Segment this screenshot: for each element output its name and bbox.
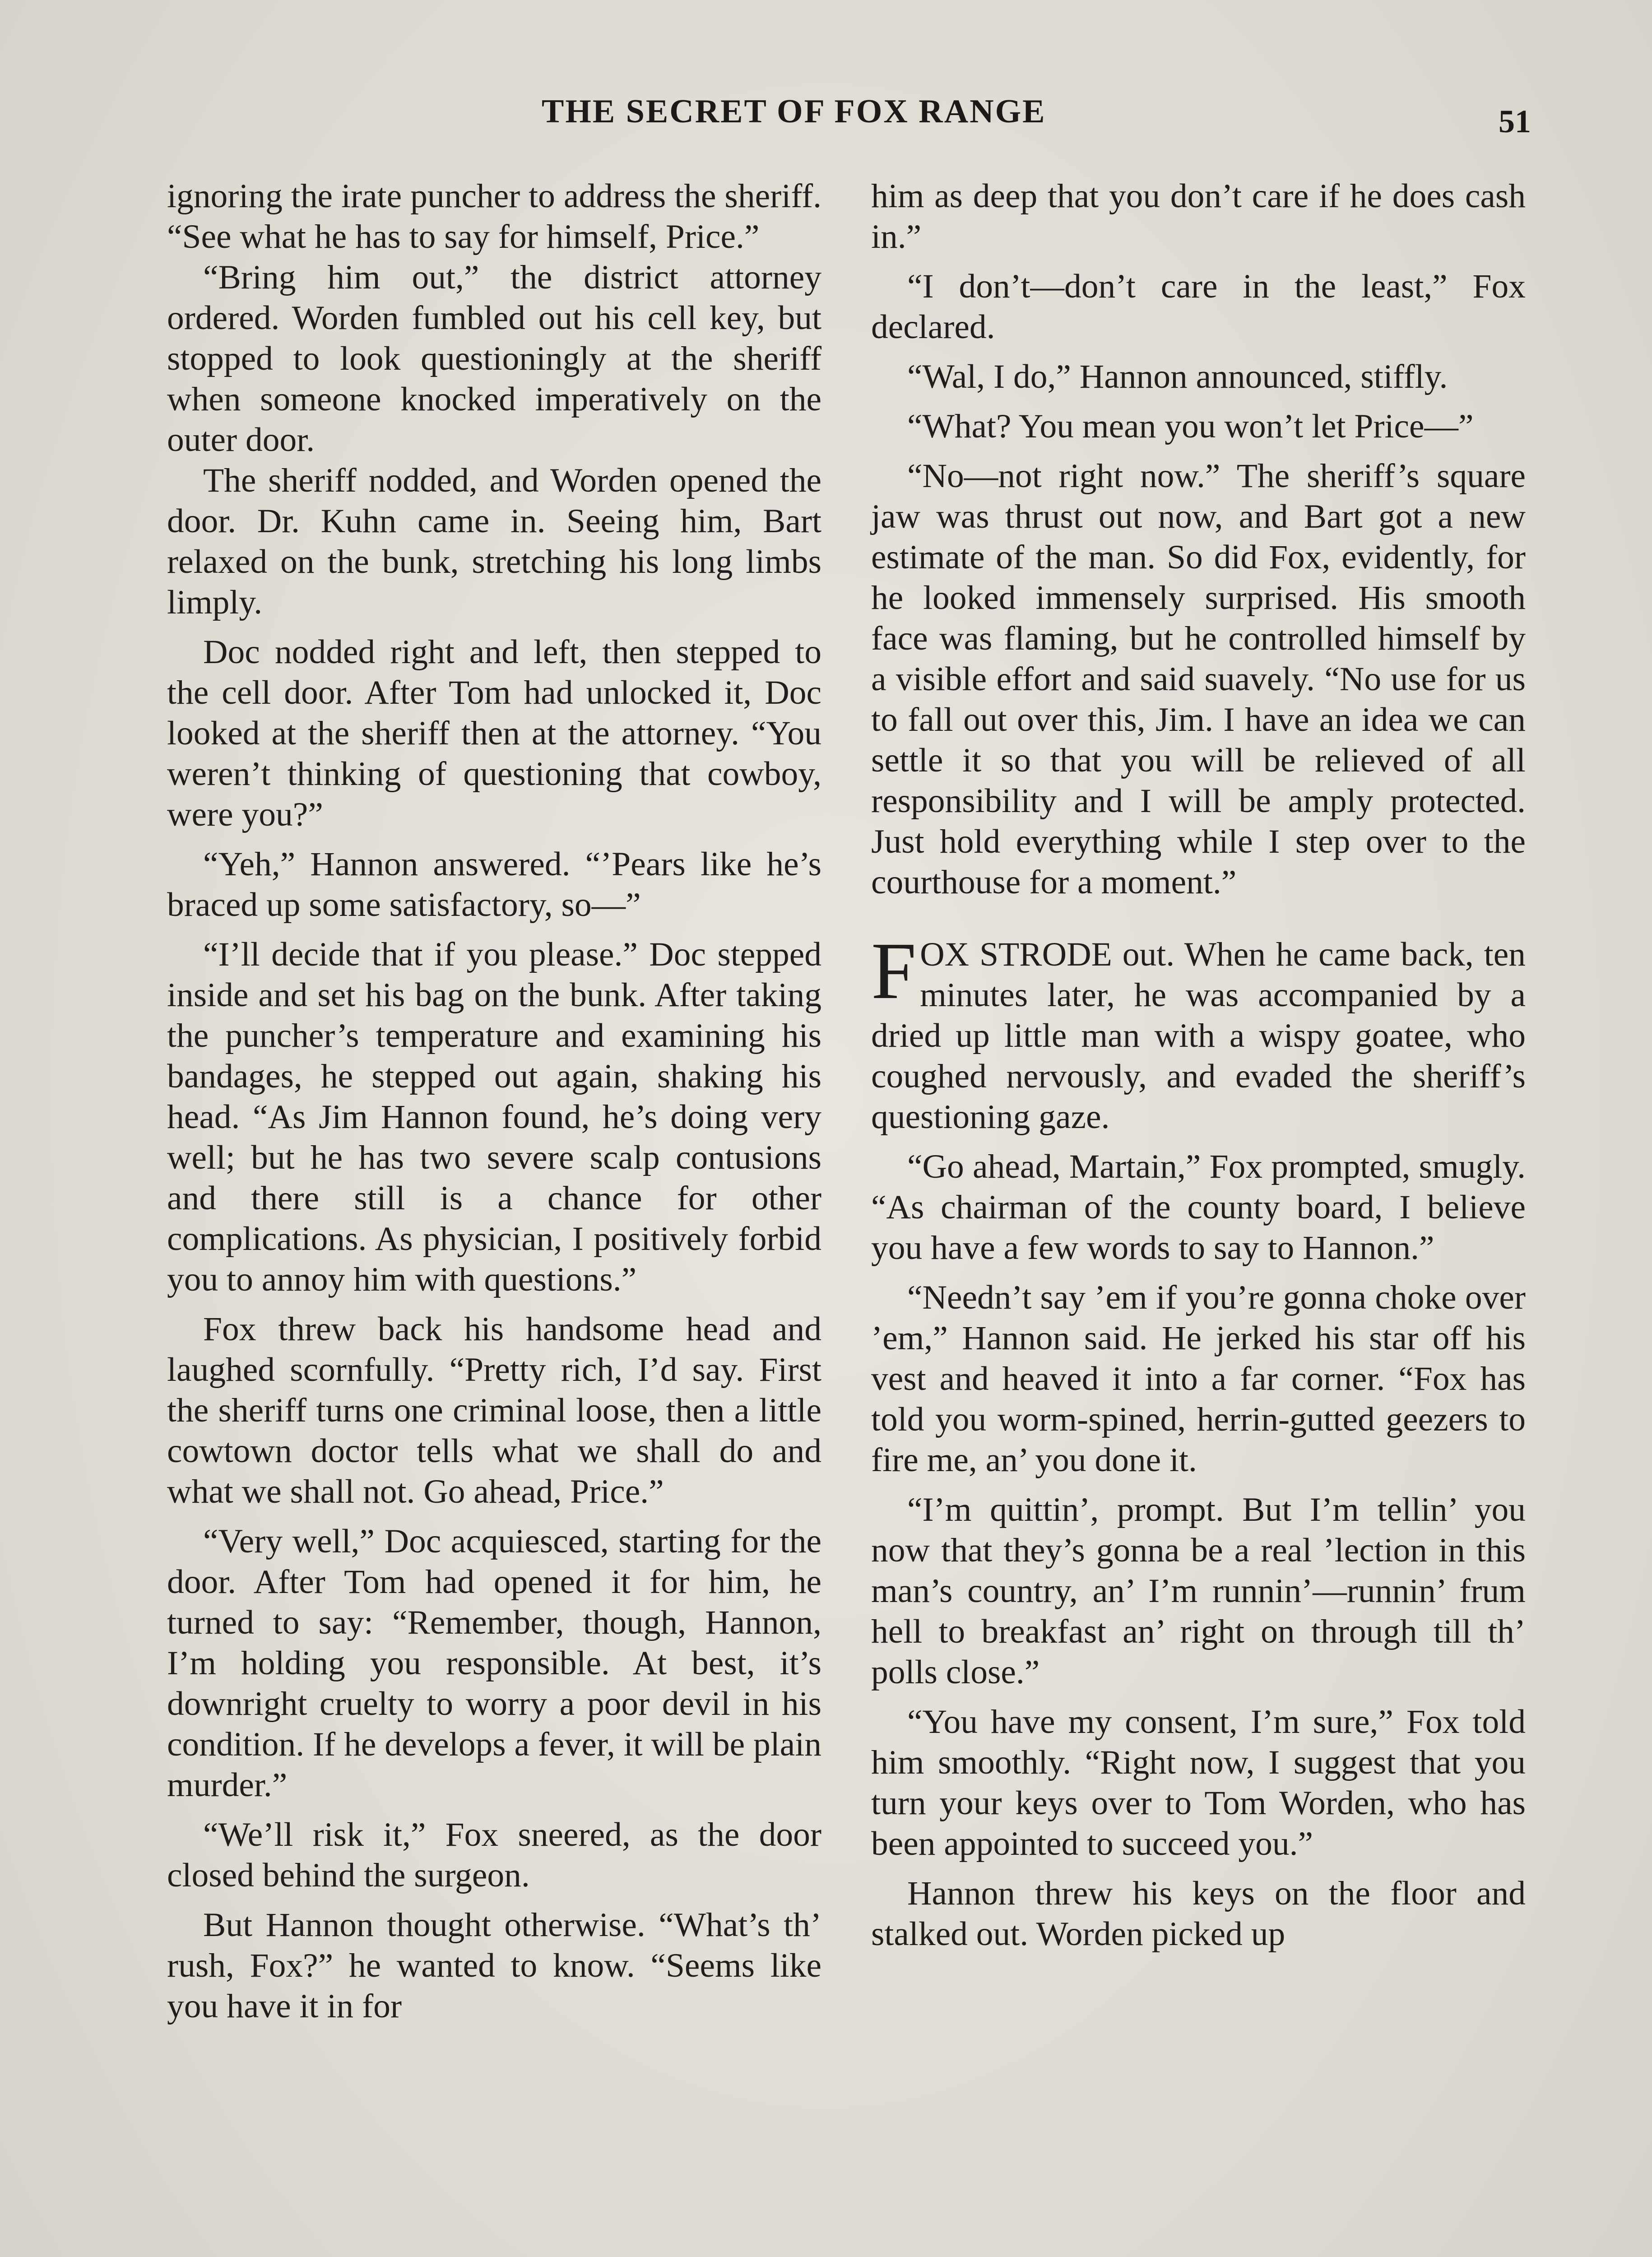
paragraph: “Needn’t say ’em if you’re gonna choke over ’em,” Hannon said. He jerked his star off his vest and heaved it into a far corner. “Fox has told you worm-spined, herrin-gutted geezers to fire me, an’ you done it. bbox=[871, 1279, 1526, 1479]
paragraph: Hannon threw his keys on the floor and stalked out. Worden picked up bbox=[871, 1875, 1526, 1953]
paragraph: But Hannon thought otherwise. “What’s th’ rush, Fox?” he wanted to know. “Seems like you have it in for bbox=[167, 1906, 821, 2025]
paragraph: The sheriff nodded, and Worden opened the door. Dr. Kuhn came in. Seeing him, Bart relaxed on the bunk, stretching his long limbs limply. bbox=[167, 462, 821, 621]
paragraph: ignoring the irate puncher to address the sheriff. “See what he has to say for himself, Price.” bbox=[167, 177, 821, 255]
paragraph: Fox threw back his handsome head and laughed scornfully. “Pretty rich, I’d say. First the sheriff turns one criminal loose, then a little cowtown doctor tells what we shall do and what we shall not. Go ahead, Price.” bbox=[167, 1310, 821, 1510]
paragraph: him as deep that you don’t care if he does cash in.” bbox=[871, 177, 1526, 255]
paragraph: “I’ll decide that if you please.” Doc stepped inside and set his bag on the bunk. After taking the puncher’s temperature and examining his bandages, he stepped out again, shaking his head. “As Jim Hannon found, he’s doing very well; but he has two severe scalp contusions and there still is a chance for other complications. As physician, I positively forbid you to annoy him with questions.” bbox=[167, 936, 821, 1298]
paragraph: “I’m quittin’, prompt. But I’m tellin’ you now that they’s gonna be a real ’lection in this man’s country, an’ I’m runnin’—runnin’ frum hell to breakfast an’ right on through till th’ polls close.” bbox=[871, 1491, 1526, 1691]
left-column bbox=[167, 176, 821, 2027]
right-column bbox=[871, 176, 1526, 1955]
paragraph: “You have my consent, I’m sure,” Fox told him smoothly. “Right now, I suggest that you turn your keys over to Tom Worden, who has been appointed to succeed you.” bbox=[871, 1703, 1526, 1862]
paragraph: “We’ll risk it,” Fox sneered, as the door closed behind the surgeon. bbox=[167, 1816, 821, 1894]
paragraph: “Wal, I do,” Hannon announced, stiffly. bbox=[907, 358, 1448, 395]
paragraph: Doc nodded right and left, then stepped to the cell door. After Tom had unlocked it, Doc looked at the sheriff then at the attorney. “You weren’t thinking of questioning that cowboy, were you?” bbox=[167, 633, 821, 833]
paragraph: “What? You mean you won’t let Price—” bbox=[907, 408, 1474, 445]
running-title: THE SECRET OF FOX RANGE bbox=[542, 93, 1046, 130]
paragraph: “Bring him out,” the district attorney ordered. Worden fumbled out his cell key, but stopped to look questioningly at the sheriff when someone knocked imperatively on the outer door. bbox=[167, 259, 821, 459]
page-number: 51 bbox=[1499, 103, 1531, 139]
section-opening-paragraph bbox=[871, 926, 1526, 1138]
paragraph: “Yeh,” Hannon answered. “’Pears like he’s braced up some satisfactory, so—” bbox=[167, 845, 821, 924]
paragraph: “No—not right now.” The sheriff’s square jaw was thrust out now, and Bart got a new estimate of the man. So did Fox, evidently, for he looked immensely surprised. His smooth face was flaming, but he controlled himself by a visible effort and said suavely. “No use for us to fall out over this, Jim. I have an idea we can settle it so that you will be relieved of all responsibility and I will be amply protected. Just hold everything while I step over to the courthouse for a moment.” bbox=[871, 457, 1526, 901]
section-lead-in: OX STRODE bbox=[920, 936, 1112, 973]
section-text: out. When he came back, ten minutes later, he was accompanied by a dried up little man with a wispy goatee, who coughed nervously, and evaded the sheriff’s questioning gaze. bbox=[871, 936, 1526, 1136]
drop-cap: F bbox=[871, 926, 917, 1016]
paragraph: “I don’t—don’t care in the least,” Fox declared. bbox=[871, 268, 1526, 346]
paragraph: “Go ahead, Martain,” Fox prompted, smugly. “As chairman of the county board, I believe you have a few words to say to Hannon.” bbox=[871, 1148, 1526, 1267]
paragraph: “Very well,” Doc acquiesced, starting for the door. After Tom had opened it for him, he turned to say: “Remember, though, Hannon, I’m holding you responsible. At best, it’s downright cruelty to worry a poor devil in his condition. If he develops a fever, it will be plain murder.” bbox=[167, 1523, 821, 1804]
